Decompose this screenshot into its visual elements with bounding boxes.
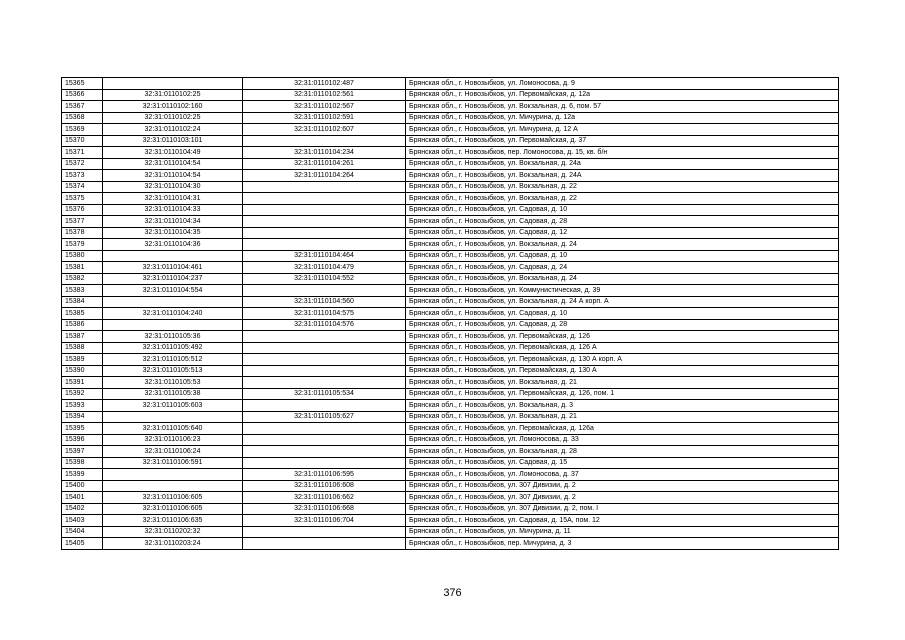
cadastral-number-cell: 32:31:0110105:38 xyxy=(103,388,243,400)
row-number-cell: 15373 xyxy=(62,170,103,182)
cadastral-number-cell xyxy=(103,296,243,308)
address-cell: Брянская обл., г. Новозыбков, ул. Вокзальная, д. 3 xyxy=(406,400,839,412)
row-number-cell: 15378 xyxy=(62,227,103,239)
object-cadastral-number-cell: 32:31:0110106:608 xyxy=(243,480,406,492)
row-number-cell: 15402 xyxy=(62,503,103,515)
table-row xyxy=(62,285,839,297)
object-cadastral-number-cell: 32:31:0110104:576 xyxy=(243,319,406,331)
row-number-cell: 15392 xyxy=(62,388,103,400)
table-row xyxy=(62,515,839,527)
table-row xyxy=(62,388,839,400)
cadastral-number-cell: 32:31:0110102:160 xyxy=(103,101,243,113)
cadastral-number-cell: 32:31:0110104:36 xyxy=(103,239,243,251)
table-row xyxy=(62,377,839,389)
row-number-cell: 15365 xyxy=(62,78,103,90)
row-number-cell: 15394 xyxy=(62,411,103,423)
row-number-cell: 15375 xyxy=(62,193,103,205)
object-cadastral-number-cell: 32:31:0110102:567 xyxy=(243,101,406,113)
address-cell: Брянская обл., г. Новозыбков, ул. Садовая, д. 10 xyxy=(406,250,839,262)
table-row xyxy=(62,250,839,262)
table-row xyxy=(62,492,839,504)
row-number-cell: 15366 xyxy=(62,89,103,101)
object-cadastral-number-cell: 32:31:0110104:575 xyxy=(243,308,406,320)
table-row xyxy=(62,469,839,481)
object-cadastral-number-cell xyxy=(243,181,406,193)
object-cadastral-number-cell xyxy=(243,446,406,458)
table-row xyxy=(62,181,839,193)
page-number: 376 xyxy=(443,587,462,599)
address-cell: Брянская обл., г. Новозыбков, ул. Вокзальная, д. 6, пом. 57 xyxy=(406,101,839,113)
address-cell: Брянская обл., г. Новозыбков, ул. Мичурина, д. 12 А xyxy=(406,124,839,136)
object-cadastral-number-cell xyxy=(243,216,406,228)
object-cadastral-number-cell xyxy=(243,377,406,389)
table-row xyxy=(62,262,839,274)
cadastral-number-cell: 32:31:0110203:24 xyxy=(103,538,243,550)
table-row xyxy=(62,319,839,331)
address-cell: Брянская обл., г. Новозыбков, ул. 307 Дивизии, д. 2 xyxy=(406,480,839,492)
object-cadastral-number-cell: 32:31:0110104:560 xyxy=(243,296,406,308)
row-number-cell: 15403 xyxy=(62,515,103,527)
table-row xyxy=(62,147,839,159)
row-number-cell: 15404 xyxy=(62,526,103,538)
table-row xyxy=(62,227,839,239)
cadastral-number-cell: 32:31:0110105:53 xyxy=(103,377,243,389)
table-row xyxy=(62,216,839,228)
cadastral-number-cell: 32:31:0110104:35 xyxy=(103,227,243,239)
cadastral-number-cell: 32:31:0110104:34 xyxy=(103,216,243,228)
object-cadastral-number-cell xyxy=(243,434,406,446)
object-cadastral-number-cell: 32:31:0110104:464 xyxy=(243,250,406,262)
object-cadastral-number-cell xyxy=(243,193,406,205)
object-cadastral-number-cell xyxy=(243,342,406,354)
object-cadastral-number-cell xyxy=(243,457,406,469)
cadastral-number-cell: 32:31:0110105:36 xyxy=(103,331,243,343)
cadastral-number-cell: 32:31:0110105:513 xyxy=(103,365,243,377)
row-number-cell: 15381 xyxy=(62,262,103,274)
row-number-cell: 15383 xyxy=(62,285,103,297)
row-number-cell: 15380 xyxy=(62,250,103,262)
table-row xyxy=(62,446,839,458)
table-row xyxy=(62,457,839,469)
table-row xyxy=(62,423,839,435)
object-cadastral-number-cell: 32:31:0110105:627 xyxy=(243,411,406,423)
cadastral-number-cell xyxy=(103,250,243,262)
object-cadastral-number-cell xyxy=(243,285,406,297)
address-cell: Брянская обл., г. Новозыбков, ул. Садовая, д. 24 xyxy=(406,262,839,274)
object-cadastral-number-cell xyxy=(243,526,406,538)
row-number-cell: 15367 xyxy=(62,101,103,113)
address-cell: Брянская обл., г. Новозыбков, ул. Садовая, д. 10 xyxy=(406,204,839,216)
address-cell: Брянская обл., г. Новозыбков, пер. Ломоносова, д. 15, кв. б/н xyxy=(406,147,839,159)
table-row xyxy=(62,308,839,320)
cadastral-number-cell: 32:31:0110202:32 xyxy=(103,526,243,538)
cadastral-number-cell: 32:31:0110104:54 xyxy=(103,158,243,170)
table-row xyxy=(62,273,839,285)
object-cadastral-number-cell: 32:31:0110104:479 xyxy=(243,262,406,274)
address-cell: Брянская обл., г. Новозыбков, ул. 307 Дивизии, д. 2 xyxy=(406,492,839,504)
object-cadastral-number-cell: 32:31:0110104:552 xyxy=(243,273,406,285)
table-row xyxy=(62,434,839,446)
table-row xyxy=(62,365,839,377)
row-number-cell: 15370 xyxy=(62,135,103,147)
cadastral-number-cell: 32:31:0110104:554 xyxy=(103,285,243,297)
table-row xyxy=(62,296,839,308)
row-number-cell: 15397 xyxy=(62,446,103,458)
cadastral-number-cell xyxy=(103,319,243,331)
address-cell: Брянская обл., г. Новозыбков, ул. Первомайская, д. 126 xyxy=(406,331,839,343)
object-cadastral-number-cell xyxy=(243,227,406,239)
address-cell: Брянская обл., г. Новозыбков, ул. Вокзальная, д. 24 xyxy=(406,239,839,251)
address-cell: Брянская обл., г. Новозыбков, ул. Первомайская, д. 37 xyxy=(406,135,839,147)
address-cell: Брянская обл., г. Новозыбков, пер. Мичурина, д. 3 xyxy=(406,538,839,550)
table-row xyxy=(62,193,839,205)
address-cell: Брянская обл., г. Новозыбков, ул. Первомайская, д. 126а xyxy=(406,423,839,435)
address-cell: Брянская обл., г. Новозыбков, ул. Садовая, д. 28 xyxy=(406,216,839,228)
object-cadastral-number-cell xyxy=(243,423,406,435)
address-cell: Брянская обл., г. Новозыбков, ул. Первомайская, д. 12а xyxy=(406,89,839,101)
cadastral-number-cell: 32:31:0110105:640 xyxy=(103,423,243,435)
object-cadastral-number-cell: 32:31:0110106:668 xyxy=(243,503,406,515)
cadastral-number-cell: 32:31:0110103:101 xyxy=(103,135,243,147)
registry-table xyxy=(61,77,839,550)
object-cadastral-number-cell: 32:31:0110102:607 xyxy=(243,124,406,136)
cadastral-number-cell: 32:31:0110105:492 xyxy=(103,342,243,354)
row-number-cell: 15400 xyxy=(62,480,103,492)
cadastral-number-cell xyxy=(103,78,243,90)
cadastral-number-cell: 32:31:0110104:54 xyxy=(103,170,243,182)
row-number-cell: 15379 xyxy=(62,239,103,251)
cadastral-number-cell: 32:31:0110104:461 xyxy=(103,262,243,274)
cadastral-number-cell: 32:31:0110106:24 xyxy=(103,446,243,458)
cadastral-number-cell: 32:31:0110106:591 xyxy=(103,457,243,469)
row-number-cell: 15401 xyxy=(62,492,103,504)
table-row xyxy=(62,526,839,538)
row-number-cell: 15396 xyxy=(62,434,103,446)
row-number-cell: 15393 xyxy=(62,400,103,412)
cadastral-number-cell: 32:31:0110104:33 xyxy=(103,204,243,216)
object-cadastral-number-cell: 32:31:0110102:591 xyxy=(243,112,406,124)
table-row xyxy=(62,342,839,354)
row-number-cell: 15390 xyxy=(62,365,103,377)
address-cell: Брянская обл., г. Новозыбков, ул. Первомайская, д. 130 А xyxy=(406,365,839,377)
object-cadastral-number-cell xyxy=(243,538,406,550)
row-number-cell: 15368 xyxy=(62,112,103,124)
row-number-cell: 15384 xyxy=(62,296,103,308)
object-cadastral-number-cell: 32:31:0110106:662 xyxy=(243,492,406,504)
address-cell: Брянская обл., г. Новозыбков, ул. Садовая, д. 28 xyxy=(406,319,839,331)
row-number-cell: 15372 xyxy=(62,158,103,170)
address-cell: Брянская обл., г. Новозыбков, ул. Садовая, д. 15 xyxy=(406,457,839,469)
row-number-cell: 15382 xyxy=(62,273,103,285)
object-cadastral-number-cell: 32:31:0110102:561 xyxy=(243,89,406,101)
address-cell: Брянская обл., г. Новозыбков, ул. Садовая, д. 15А, пом. 12 xyxy=(406,515,839,527)
cadastral-number-cell xyxy=(103,411,243,423)
address-cell: Брянская обл., г. Новозыбков, ул. Первомайская, д. 130 А корп. А xyxy=(406,354,839,366)
table-row xyxy=(62,112,839,124)
row-number-cell: 15391 xyxy=(62,377,103,389)
table-row xyxy=(62,78,839,90)
table-row xyxy=(62,101,839,113)
table-row xyxy=(62,354,839,366)
address-cell: Брянская обл., г. Новозыбков, ул. Коммунистическая, д. 39 xyxy=(406,285,839,297)
address-cell: Брянская обл., г. Новозыбков, ул. Вокзальная, д. 24 А корп. А xyxy=(406,296,839,308)
object-cadastral-number-cell xyxy=(243,204,406,216)
table-row xyxy=(62,331,839,343)
address-cell: Брянская обл., г. Новозыбков, ул. Ломоносова, д. 9 xyxy=(406,78,839,90)
address-cell: Брянская обл., г. Новозыбков, ул. Вокзальная, д. 24А xyxy=(406,170,839,182)
object-cadastral-number-cell xyxy=(243,354,406,366)
cadastral-number-cell: 32:31:0110104:237 xyxy=(103,273,243,285)
row-number-cell: 15376 xyxy=(62,204,103,216)
cadastral-number-cell: 32:31:0110106:635 xyxy=(103,515,243,527)
object-cadastral-number-cell: 32:31:0110104:264 xyxy=(243,170,406,182)
address-cell: Брянская обл., г. Новозыбков, ул. Первомайская, д. 126, пом. 1 xyxy=(406,388,839,400)
row-number-cell: 15374 xyxy=(62,181,103,193)
object-cadastral-number-cell xyxy=(243,331,406,343)
cadastral-number-cell: 32:31:0110104:49 xyxy=(103,147,243,159)
object-cadastral-number-cell: 32:31:0110104:234 xyxy=(243,147,406,159)
cadastral-number-cell: 32:31:0110104:31 xyxy=(103,193,243,205)
row-number-cell: 15398 xyxy=(62,457,103,469)
cadastral-number-cell: 32:31:0110102:25 xyxy=(103,112,243,124)
object-cadastral-number-cell: 32:31:0110102:487 xyxy=(243,78,406,90)
cadastral-number-cell: 32:31:0110104:240 xyxy=(103,308,243,320)
cadastral-number-cell: 32:31:0110102:24 xyxy=(103,124,243,136)
address-cell: Брянская обл., г. Новозыбков, ул. Вокзальная, д. 21 xyxy=(406,411,839,423)
row-number-cell: 15385 xyxy=(62,308,103,320)
table-row xyxy=(62,239,839,251)
cadastral-number-cell xyxy=(103,480,243,492)
table-row xyxy=(62,170,839,182)
address-cell: Брянская обл., г. Новозыбков, ул. Мичурина, д. 11 xyxy=(406,526,839,538)
row-number-cell: 15386 xyxy=(62,319,103,331)
cadastral-number-cell: 32:31:0110104:30 xyxy=(103,181,243,193)
cadastral-number-cell: 32:31:0110102:25 xyxy=(103,89,243,101)
row-number-cell: 15399 xyxy=(62,469,103,481)
address-cell: Брянская обл., г. Новозыбков, ул. Вокзальная, д. 21 xyxy=(406,377,839,389)
object-cadastral-number-cell xyxy=(243,239,406,251)
object-cadastral-number-cell: 32:31:0110104:261 xyxy=(243,158,406,170)
address-cell: Брянская обл., г. Новозыбков, ул. Вокзальная, д. 22 xyxy=(406,193,839,205)
table-row xyxy=(62,480,839,492)
object-cadastral-number-cell: 32:31:0110106:704 xyxy=(243,515,406,527)
address-cell: Брянская обл., г. Новозыбков, ул. Садовая, д. 10 xyxy=(406,308,839,320)
cadastral-number-cell xyxy=(103,469,243,481)
row-number-cell: 15395 xyxy=(62,423,103,435)
row-number-cell: 15388 xyxy=(62,342,103,354)
cadastral-number-cell: 32:31:0110106:23 xyxy=(103,434,243,446)
table-row xyxy=(62,503,839,515)
row-number-cell: 15387 xyxy=(62,331,103,343)
cadastral-number-cell: 32:31:0110106:605 xyxy=(103,503,243,515)
address-cell: Брянская обл., г. Новозыбков, ул. Вокзальная, д. 28 xyxy=(406,446,839,458)
row-number-cell: 15389 xyxy=(62,354,103,366)
address-cell: Брянская обл., г. Новозыбков, ул. Ломоносова, д. 37 xyxy=(406,469,839,481)
row-number-cell: 15377 xyxy=(62,216,103,228)
table-row xyxy=(62,204,839,216)
table-row xyxy=(62,158,839,170)
table-row xyxy=(62,124,839,136)
object-cadastral-number-cell xyxy=(243,135,406,147)
cadastral-number-cell: 32:31:0110105:603 xyxy=(103,400,243,412)
address-cell: Брянская обл., г. Новозыбков, ул. Вокзальная, д. 24 xyxy=(406,273,839,285)
object-cadastral-number-cell: 32:31:0110105:534 xyxy=(243,388,406,400)
object-cadastral-number-cell xyxy=(243,400,406,412)
row-number-cell: 15405 xyxy=(62,538,103,550)
row-number-cell: 15371 xyxy=(62,147,103,159)
table-row xyxy=(62,400,839,412)
object-cadastral-number-cell xyxy=(243,365,406,377)
address-cell: Брянская обл., г. Новозыбков, ул. Садовая, д. 12 xyxy=(406,227,839,239)
address-cell: Брянская обл., г. Новозыбков, ул. Вокзальная, д. 24а xyxy=(406,158,839,170)
table-row xyxy=(62,538,839,550)
address-cell: Брянская обл., г. Новозыбков, ул. 307 Дивизии, д. 2, пом. I xyxy=(406,503,839,515)
address-cell: Брянская обл., г. Новозыбков, ул. Вокзальная, д. 22 xyxy=(406,181,839,193)
address-cell: Брянская обл., г. Новозыбков, ул. Мичурина, д. 12а xyxy=(406,112,839,124)
cadastral-number-cell: 32:31:0110106:605 xyxy=(103,492,243,504)
table-row xyxy=(62,411,839,423)
table-row xyxy=(62,89,839,101)
row-number-cell: 15369 xyxy=(62,124,103,136)
object-cadastral-number-cell: 32:31:0110106:595 xyxy=(243,469,406,481)
address-cell: Брянская обл., г. Новозыбков, ул. Ломоносова, д. 33 xyxy=(406,434,839,446)
registry-table-body xyxy=(62,78,839,550)
cadastral-number-cell: 32:31:0110105:512 xyxy=(103,354,243,366)
table-row xyxy=(62,135,839,147)
address-cell: Брянская обл., г. Новозыбков, ул. Первомайская, д. 126 А xyxy=(406,342,839,354)
